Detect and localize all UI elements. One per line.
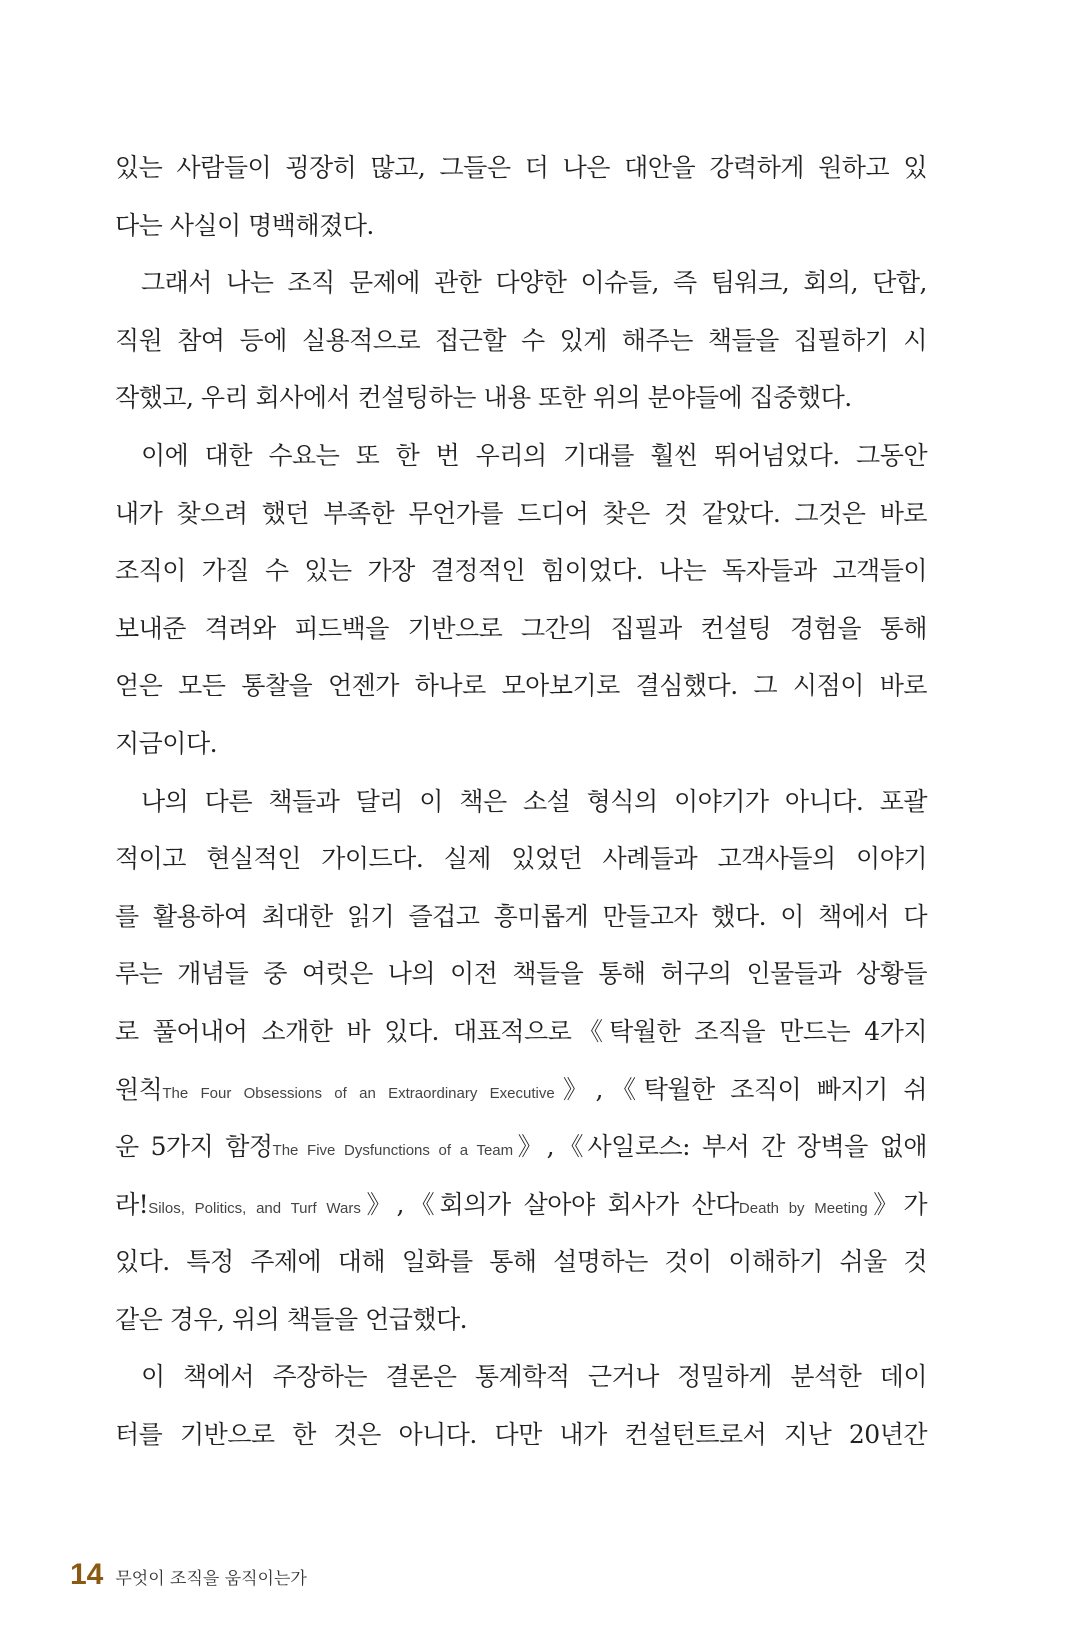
text-segment: 나의 다른 책들과 달리 이 책은 소설 형식의 이야기가 아니다. 포괄 xyxy=(141,786,927,816)
text-segment: 》,《사일로스: 부서 간 장벽을 없애 xyxy=(513,1132,927,1162)
text-segment: 》,《회의가 살아야 회사가 산다 xyxy=(360,1189,739,1219)
text-line xyxy=(115,609,927,667)
text-line xyxy=(115,263,927,321)
text-line xyxy=(115,782,927,840)
text-segment: 조직이 가질 수 있는 가장 결정적인 힘이었다. 나는 독자들과 고객들이 xyxy=(115,556,927,586)
text-line xyxy=(115,1185,927,1243)
text-segment: 있다. 특정 주제에 대해 일화를 통해 설명하는 것이 이해하기 쉬울 것 xyxy=(115,1247,927,1277)
english-title: Death by Meeting xyxy=(738,1199,868,1217)
text-line xyxy=(115,897,927,955)
text-line xyxy=(115,148,927,206)
text-segment: 같은 경우, 위의 책들을 언급했다. xyxy=(115,1304,468,1334)
text-line xyxy=(115,551,927,609)
running-title: 무엇이 조직을 움직이는가 xyxy=(115,1569,307,1589)
english-title: The Five Dysfunctions of a Team xyxy=(272,1142,514,1160)
page-number: 14 xyxy=(70,1558,104,1591)
text-segment: 로 풀어내어 소개한 바 있다. 대표적으로《탁월한 조직을 만드는 4가지 xyxy=(115,1016,927,1046)
english-title: Silos, Politics, and Turf Wars xyxy=(148,1199,361,1217)
text-line xyxy=(115,954,927,1012)
text-line xyxy=(115,1357,927,1415)
text-segment: 》가 xyxy=(867,1189,927,1219)
text-segment: 루는 개념들 중 여럿은 나의 이전 책들을 통해 허구의 인물들과 상황들 xyxy=(115,959,927,989)
text-line xyxy=(115,1070,927,1128)
page-footer xyxy=(70,1558,307,1592)
text-segment: 이 책에서 주장하는 결론은 통계학적 근거나 정밀하게 분석한 데이 xyxy=(141,1362,927,1392)
text-line xyxy=(115,724,927,782)
text-line xyxy=(115,321,927,379)
text-segment: 있는 사람들이 굉장히 많고, 그들은 더 나은 대안을 강력하게 원하고 있 xyxy=(115,153,927,182)
text-line xyxy=(115,206,927,264)
text-segment: 터를 기반으로 한 것은 아니다. 다만 내가 컨설턴트로서 지난 20년간 xyxy=(115,1420,927,1450)
english-title: The Four Obsessions of an Extraordinary Executive xyxy=(162,1084,555,1102)
text-line xyxy=(115,1300,927,1358)
text-segment: 내가 찾으려 했던 부족한 무언가를 드디어 찾은 것 같았다. 그것은 바로 xyxy=(115,498,927,528)
text-segment: 그래서 나는 조직 문제에 관한 다양한 이슈들, 즉 팀워크, 회의, 단합, xyxy=(141,268,927,298)
text-line xyxy=(115,378,927,436)
text-segment: 얻은 모든 통찰을 언젠가 하나로 모아보기로 결심했다. 그 시점이 바로 xyxy=(115,671,927,701)
text-segment: 지금이다. xyxy=(115,728,218,758)
text-line xyxy=(115,1127,927,1185)
text-line xyxy=(115,494,927,552)
text-segment: 다는 사실이 명백해졌다. xyxy=(115,210,374,240)
text-line xyxy=(115,666,927,724)
text-line xyxy=(115,1415,927,1473)
text-segment: 이에 대한 수요는 또 한 번 우리의 기대를 훨씬 뛰어넘었다. 그동안 xyxy=(141,440,927,470)
text-line xyxy=(115,436,927,494)
text-line xyxy=(115,1242,927,1300)
text-line xyxy=(115,1012,927,1070)
text-segment: 원칙 xyxy=(115,1074,163,1104)
text-segment: 보내준 격려와 피드백을 기반으로 그간의 집필과 컨설팅 경험을 통해 xyxy=(115,613,927,643)
text-segment: 적이고 현실적인 가이드다. 실제 있었던 사례들과 고객사들의 이야기 xyxy=(115,844,927,874)
text-segment: 를 활용하여 최대한 읽기 즐겁고 흥미롭게 만들고자 했다. 이 책에서 다 xyxy=(115,901,927,931)
text-segment: 직원 참여 등에 실용적으로 접근할 수 있게 해주는 책들을 집필하기 시 xyxy=(115,325,927,355)
text-segment: 》,《탁월한 조직이 빠지기 쉬 xyxy=(554,1074,927,1104)
body-text xyxy=(115,148,927,1473)
text-segment: 운 5가지 함정 xyxy=(115,1132,273,1162)
text-segment: 라! xyxy=(115,1189,149,1219)
text-segment: 작했고, 우리 회사에서 컨설팅하는 내용 또한 위의 분야들에 집중했다. xyxy=(115,383,852,413)
text-line xyxy=(115,839,927,897)
